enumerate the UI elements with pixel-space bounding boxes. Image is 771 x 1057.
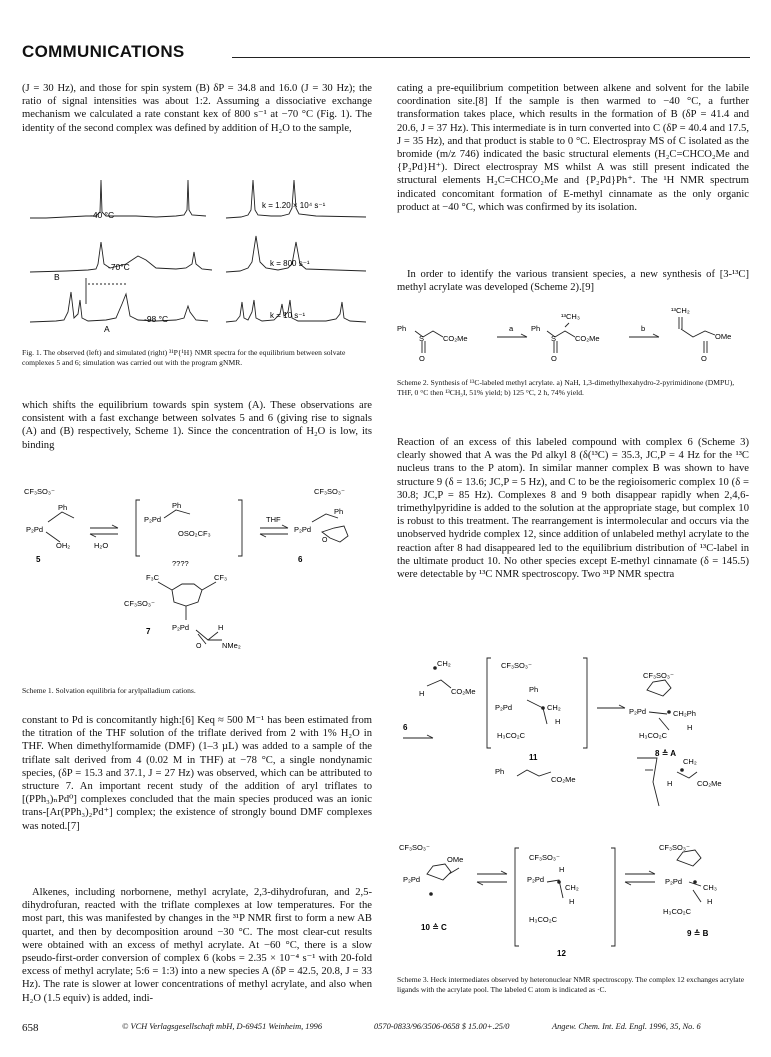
scheme-2 (397, 305, 749, 371)
rate-label-1: k = 1.20 × 10⁴ s⁻¹ (262, 201, 326, 210)
running-header (22, 42, 750, 64)
scheme-2-caption: Scheme 2. Synthesis of ¹³C-labeled methyl acrylate. a) NaH, 1,3-dimethylhexahydro-2-pyrimidinone (DMPU), THF, 0 °C then ¹³CH₃I, 51% yield; b) 125 °C, 2 h, 74% yield. (397, 378, 735, 397)
s3-h-12: H (559, 865, 565, 874)
s2-ome: OMe (715, 332, 732, 341)
s3-h-top: H (419, 689, 425, 698)
article-code: 0570-0833/96/3506-0658 $ 15.00+.25/0 (374, 1022, 510, 1031)
temp-label-98: -98 °C (144, 314, 169, 324)
s1-ph-int: Ph (172, 501, 182, 510)
s3-label-11: 11 (529, 753, 538, 762)
s3-h-8: H (687, 723, 693, 732)
scheme-1-caption: Scheme 1. Solvation equilibria for arylpalladium cations. (22, 686, 196, 695)
s3-co2me-mid: CO₂Me (551, 775, 576, 784)
s2-o-1: O (419, 354, 425, 363)
s3-ch2ph-8: CH₂Ph (673, 709, 696, 718)
figure-1-caption: Fig. 1. The observed (left) and simulated (right) ³¹P{¹H} NMR spectra for the equilibrium between solvate complexes 5 and 6; simulation was carried out with the program gNMR. (22, 348, 346, 367)
s1-question: ???? (172, 559, 189, 568)
s1-p2pd-6: P₂Pd (294, 525, 312, 534)
s3-ph-11: Ph (529, 685, 539, 694)
s3-p2pd-9: P₂Pd (665, 877, 683, 886)
s3-h3co2c-8: H₃CO₂C (639, 731, 668, 740)
temp-label-70: -70°C (108, 262, 130, 272)
s3-label-9b: 9 ≙ B (687, 929, 709, 938)
s3-label-8a: 8 ≙ A (655, 749, 677, 758)
s3-label-12: 12 (557, 949, 566, 958)
s3-ch2-mid: CH₂ (683, 757, 697, 766)
s3-h3co2c-11: H₃CO₂C (497, 731, 526, 740)
left-para-3: constant to Pd is concomitantly high:[6] Keq ≈ 500 M⁻¹ has been estimated from the titration of the THF solution of the triflate derived from 2 with 1% H₂O in THF. When dimethylformamide (DMF) (1–3 µL) was added to a sample of the triflate salt derived from 4 (0.02 M in THF) at −78 °C, a single nondynamic species, (δP = 15.3 and 37.1, J = 27 Hz) was observed, which can be attributed to structure 7. An important recent study of the addition of aryl triflates to [(PPh₃)ₙPd⁰] complexes concluded that the main species produced was an ionic trans-[Ar(PPh₃)₂Pd⁺] complex; the existence of strongly bound DMF complexes was noted.[7] (22, 715, 372, 832)
s3-ph-mid: Ph (495, 767, 505, 776)
s3-p2pd-10: P₂Pd (403, 875, 421, 884)
section-title: COMMUNICATIONS (22, 42, 185, 61)
s3-h3co2c-12: H₃CO₂C (529, 915, 558, 924)
s3-ch2-11: CH₂ (547, 703, 561, 712)
s3-ch2-top: CH₂ (437, 659, 451, 668)
s3-p2pd-12: P₂Pd (527, 875, 545, 884)
s1-ph-5: Ph (58, 503, 68, 512)
s2-s-2: S (551, 334, 557, 343)
s1-o-6: O (322, 537, 328, 544)
s2-o-2: O (551, 354, 557, 363)
s1-anion-7: CF₃SO₃⁻ (124, 599, 155, 608)
scheme-3 (397, 652, 749, 962)
s3-h-12b: H (569, 897, 575, 906)
s1-thf: THF (266, 515, 281, 524)
s3-h-mid: H (667, 779, 673, 788)
s2-co2me-1: CO₂Me (443, 334, 468, 343)
s3-co2me-top: CO₂Me (451, 687, 476, 696)
s3-p2pd-11: P₂Pd (495, 703, 513, 712)
rate-label-3: k = 10 s⁻¹ (270, 311, 306, 320)
s2-co2me-2: CO₂Me (575, 334, 600, 343)
s3-label-6: 6 (403, 723, 408, 732)
s1-label-5: 5 (36, 555, 41, 564)
left-para-2: which shifts the equilibrium towards spin system (A). These observations are consistent with a fast exchange between solvates 5 and 6 (giving rise to signals (A) and (B) respectively, Scheme 1). Since the concentration of H₂O is low, its binding (22, 400, 372, 451)
temp-label-40: -40 °C (90, 210, 115, 220)
s2-s-1: S (419, 334, 425, 343)
s1-oh2: OH₂ (56, 541, 71, 550)
s3-ch3-9: CH₃ (703, 883, 717, 892)
s3-anion-12: CF₃SO₃⁻ (529, 853, 560, 862)
s3-label-10c: 10 ≙ C (421, 923, 447, 932)
s1-label-7: 7 (146, 627, 151, 636)
s2-arrow-a: a (509, 324, 514, 333)
rate-label-2: k = 800 s⁻¹ (270, 259, 310, 268)
s3-h-9: H (707, 897, 713, 906)
s1-o-7: O (196, 643, 202, 650)
signal-label-b: B (54, 272, 60, 282)
s3-anion-9: CF₃SO₃⁻ (659, 843, 690, 852)
s1-anion-6: CF₃SO₃⁻ (314, 487, 345, 496)
s3-h-11: H (555, 717, 561, 726)
s1-p2pd-7: P₂Pd (172, 623, 190, 632)
s1-h-7: H (218, 623, 224, 632)
left-para-1: (J = 30 Hz), and those for spin system (B) δP = 34.8 and 16.0 (J = 30 Hz); the ratio of signal intensities was about 1:2. Assuming a dissociative exchange mechanism we calculated a rate constant kex of 800 s⁻¹ at −70 °C (Fig. 1). The identity of the second complex was defined by addition of H₂O to the sample, (22, 83, 372, 134)
right-para-2: In order to identify the various transient species, a new synthesis of [3-¹³C] methyl acrylate was developed (Scheme 2).[9] (397, 269, 749, 294)
signal-label-a: A (104, 324, 110, 334)
left-para-4: Alkenes, including norbornene, methyl acrylate, 2,3-dihydrofuran, and 2,5-dihydrofuran, reacted with the triflate complexes at low temperatures. For the most part, this was manifested by changes in the ³¹P NMR first to form a new AB quartet, and then by decomposition around −30 °C. The most clear-cut results were obtained with an excess of methyl acrylate. At −60 °C, there is a slow pseudo-first-order conversion of complex 6 (kobs = 2.35 × 10⁻⁴ s⁻¹ with 20-fold excess of methyl acrylate; 5:6 = 1:3) into a new species A (δP = 42.5, 20.8, J = 33 Hz). The rate is slower at lower concentrations of methyl acrylate, and also when H₂O (1.5 equiv) is added, indi- (22, 887, 372, 1004)
s2-ch3: ¹³CH₃ (561, 312, 580, 321)
figure-1-nmr-spectra (26, 172, 372, 340)
s2-ch2: ¹³CH₂ (671, 306, 690, 315)
s1-p2pd-int: P₂Pd (144, 515, 162, 524)
s2-arrow-b: b (641, 324, 646, 333)
s1-otf: OSO₂CF₃ (178, 529, 211, 538)
scheme-1 (22, 480, 372, 670)
right-para-1: cating a pre-equilibrium competition between alkene and solvent for the labile coordination site.[8] If the sample is then warmed to −40 °C, a further transformation takes place, which results in the formation of B (δP = 41.4 and 20.6, J = 37 Hz). This intermediate is in turn converted into C (δP = 40.4 and 17.5, J = 35 Hz), and that product is stable to 0 °C. Electrospray MS of C isolated as the bromide (m/z 746) indicated the basic structural elements (H₂C=CHCO₂Me and {P₂Pd}H⁺). Direct electrospray MS whilst A was still present indicated the structural elements H₂C=CHCO₂Me and {P₂Pd}Ph⁺. The ¹H NMR spectrum indicated concomitant formation of E-methyl cinnamate as the only organic product at −40 °C, which was confirmed by its isolation. (397, 83, 749, 213)
journal-citation: Angew. Chem. Int. Ed. Engl. 1996, 35, No. 6 (552, 1022, 701, 1031)
s3-anion-8: CF₃SO₃⁻ (643, 671, 674, 680)
s3-ome-10: OMe (447, 855, 464, 864)
s1-p2pd-5: P₂Pd (26, 525, 44, 534)
s1-ph-6: Ph (334, 507, 344, 516)
right-para-3: Reaction of an excess of this labeled compound with complex 6 (Scheme 3) clearly showed that A was the Pd alkyl 8 (δ(¹³C) = 35.3, JC,P = 4 Hz for the ¹³C nucleus trans to the P atom). In similar manner complex B was shown to have structure 9 (δ = 13.6; JC,P = 5 Hz), and C to be the regioisomeric complex 10 (δ = 30.8; JC,P = 85 Hz). Complexes 8 and 9 both disappear rapidly when 2,4,6-trimethylpyridine is added to the solution at the appropriate stage, but complex 10 is robust to this treatment. The rearrangement is intermolecular and occurs via the unobserved hydride complex 12, since addition of unlabeled methyl acrylate to the reaction after 8 had disappeared led to the equilibrium distribution of ¹³C-label in the ultimate product 10. No other species except E-methyl cinnamate (δ = 145.5) were detectable by ¹³C NMR spectroscopy. Two ³¹P NMR spectra (397, 437, 749, 581)
scheme-3-caption: Scheme 3. Heck intermediates observed by heteronuclear NMR spectroscopy. The complex 12 exchanges acrylate ligands with the acrylate pool. The labeled C atom is indicated as ·C. (397, 975, 745, 994)
page-footer (22, 1022, 750, 1036)
s3-ch2-12: CH₂ (565, 883, 579, 892)
s1-label-6: 6 (298, 555, 303, 564)
header-rule (232, 57, 750, 58)
s2-ph-1: Ph (397, 324, 407, 333)
s3-anion-10: CF₃SO₃⁻ (399, 843, 430, 852)
s2-ph-2: Ph (531, 324, 541, 333)
s2-o-3: O (701, 354, 707, 363)
s1-nme2: NMe₂ (222, 641, 241, 650)
s1-f3c: F₃C (146, 573, 160, 582)
s1-anion-5: CF₃SO₃⁻ (24, 487, 55, 496)
s3-co2me-mid-2: CO₂Me (697, 779, 722, 788)
s3-anion-11: CF₃SO₃⁻ (501, 661, 532, 670)
page-number: 658 (22, 1022, 39, 1034)
s3-h3co2c-9: H₃CO₂C (663, 907, 692, 916)
s3-p2pd-8: P₂Pd (629, 707, 647, 716)
publisher-line: © VCH Verlagsgesellschaft mbH, D-69451 Weinheim, 1996 (122, 1022, 323, 1031)
s1-cf3: CF₃ (214, 573, 228, 582)
s1-h2o: H₂O (94, 541, 109, 550)
